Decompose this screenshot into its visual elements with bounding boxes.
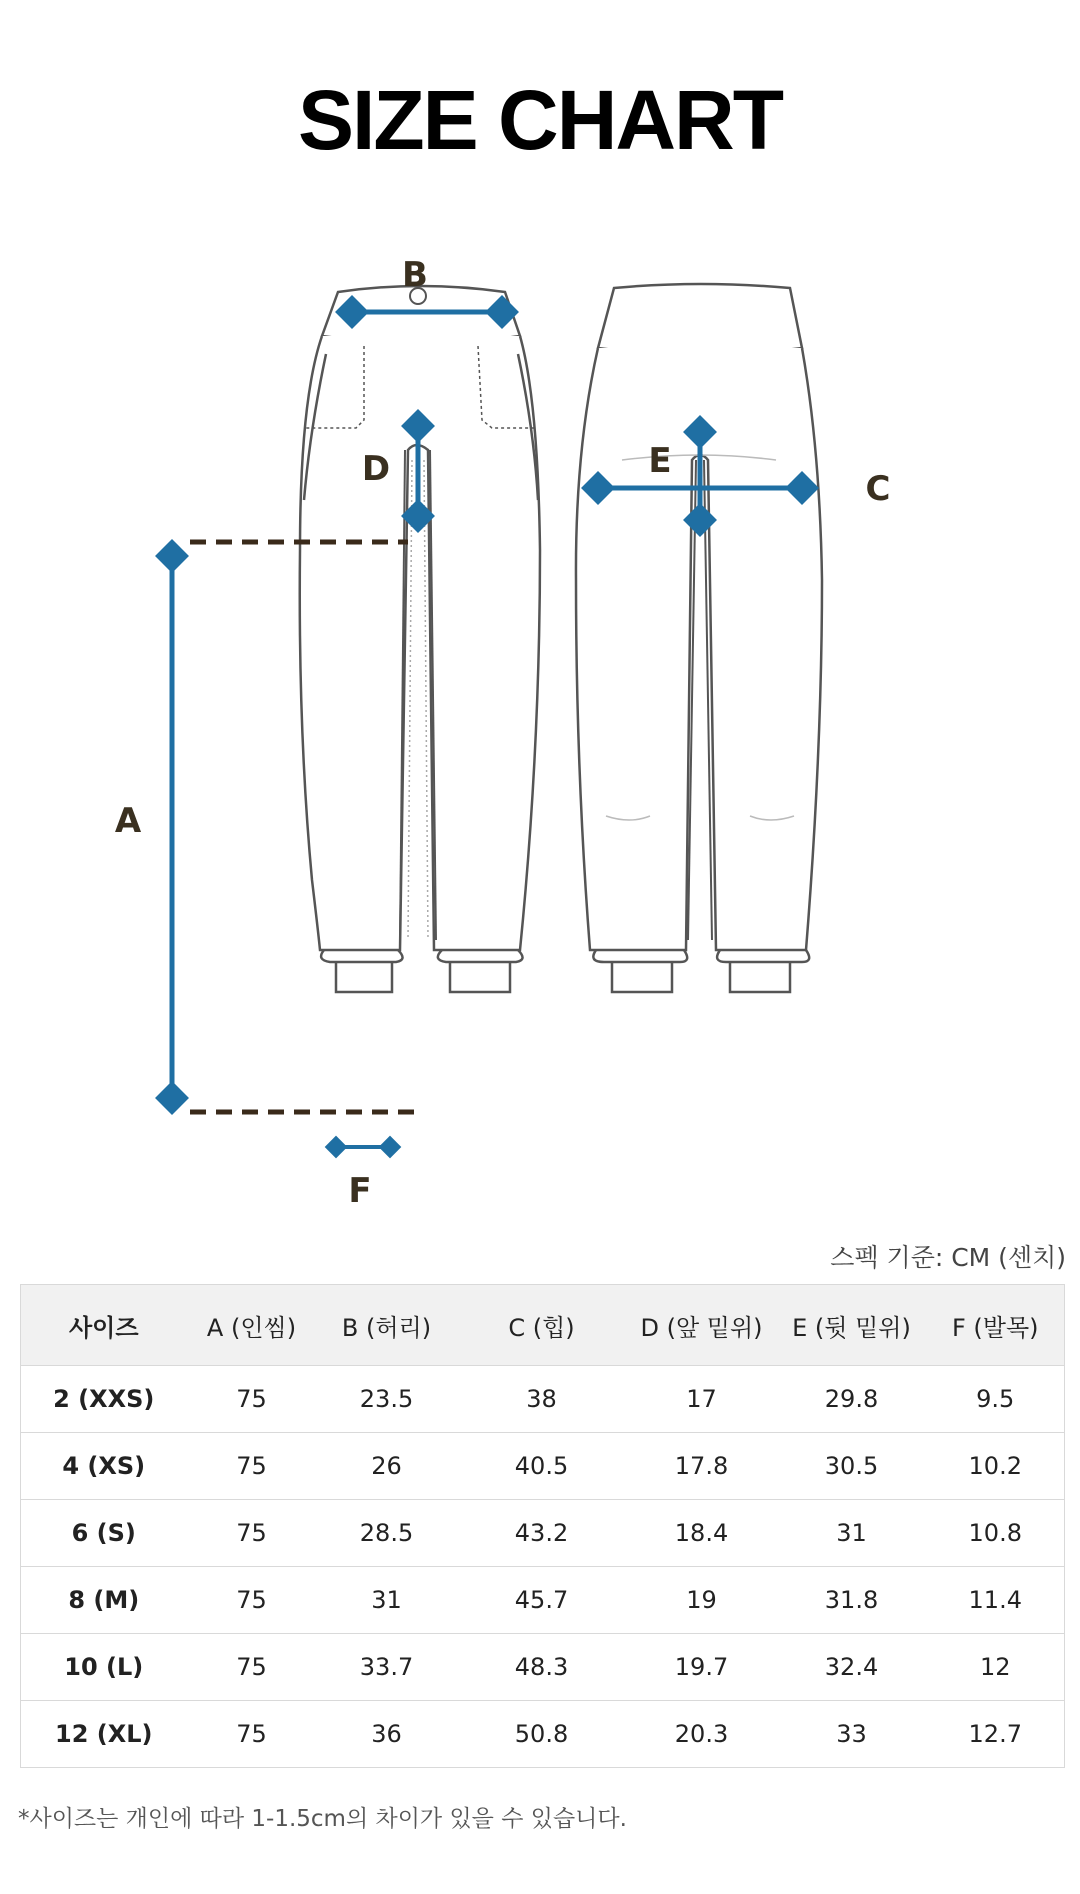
cell-a: 75 — [187, 1634, 317, 1701]
size-variance-footnote: *사이즈는 개인에 따라 1-1.5cm의 차이가 있을 수 있습니다. — [18, 1806, 627, 1832]
col-header-e: E (뒷 밑위) — [777, 1285, 927, 1366]
cell-d: 20.3 — [627, 1701, 777, 1768]
cell-a: 75 — [187, 1500, 317, 1567]
cell-size: 10 (L) — [21, 1634, 187, 1701]
col-header-f: F (발목) — [927, 1285, 1065, 1366]
col-header-size: 사이즈 — [21, 1285, 187, 1366]
pants-back-view — [576, 284, 822, 992]
cell-f: 12.7 — [927, 1701, 1065, 1768]
cell-f: 11.4 — [927, 1567, 1065, 1634]
table-row — [21, 1366, 1065, 1433]
label-f: F — [348, 1171, 372, 1211]
measure-f — [325, 1136, 402, 1211]
cell-e: 31 — [777, 1500, 927, 1567]
cell-b: 26 — [317, 1433, 457, 1500]
cell-c: 38 — [457, 1366, 627, 1433]
cell-d: 17.8 — [627, 1433, 777, 1500]
cell-f: 12 — [927, 1634, 1065, 1701]
spec-unit-note: 스펙 기준: CM (센치) — [830, 1243, 1066, 1272]
label-a: A — [114, 801, 142, 841]
table-row — [21, 1701, 1065, 1768]
cell-c: 48.3 — [457, 1634, 627, 1701]
cell-e: 33 — [777, 1701, 927, 1768]
col-header-d: D (앞 밑위) — [627, 1285, 777, 1366]
table-row — [21, 1567, 1065, 1634]
label-d: D — [361, 449, 391, 489]
cell-c: 40.5 — [457, 1433, 627, 1500]
label-c: C — [865, 469, 891, 509]
cell-f: 10.8 — [927, 1500, 1065, 1567]
cell-f: 10.2 — [927, 1433, 1065, 1500]
cell-size: 8 (M) — [21, 1567, 187, 1634]
cell-e: 30.5 — [777, 1433, 927, 1500]
pants-measurement-diagram — [0, 250, 1080, 1230]
cell-a: 75 — [187, 1366, 317, 1433]
cell-e: 31.8 — [777, 1567, 927, 1634]
cell-size: 2 (XXS) — [21, 1366, 187, 1433]
table-header-row — [21, 1285, 1065, 1366]
cell-b: 36 — [317, 1701, 457, 1768]
cell-size: 12 (XL) — [21, 1701, 187, 1768]
table-row — [21, 1433, 1065, 1500]
cell-d: 19.7 — [627, 1634, 777, 1701]
cell-c: 45.7 — [457, 1567, 627, 1634]
cell-d: 19 — [627, 1567, 777, 1634]
col-header-b: B (허리) — [317, 1285, 457, 1366]
cell-b: 28.5 — [317, 1500, 457, 1567]
label-e: E — [648, 441, 672, 481]
cell-b: 31 — [317, 1567, 457, 1634]
size-table — [20, 1284, 1065, 1768]
cell-c: 43.2 — [457, 1500, 627, 1567]
table-row — [21, 1500, 1065, 1567]
cell-c: 50.8 — [457, 1701, 627, 1768]
pants-front-view — [300, 286, 540, 992]
cell-d: 18.4 — [627, 1500, 777, 1567]
cell-a: 75 — [187, 1433, 317, 1500]
col-header-c: C (힙) — [457, 1285, 627, 1366]
cell-a: 75 — [187, 1701, 317, 1768]
cell-b: 33.7 — [317, 1634, 457, 1701]
page-title: SIZE CHART — [298, 73, 782, 167]
table-row — [21, 1634, 1065, 1701]
cell-b: 23.5 — [317, 1366, 457, 1433]
cell-f: 9.5 — [927, 1366, 1065, 1433]
col-header-a: A (인씸) — [187, 1285, 317, 1366]
cell-size: 4 (XS) — [21, 1433, 187, 1500]
cell-a: 75 — [187, 1567, 317, 1634]
cell-d: 17 — [627, 1366, 777, 1433]
cell-e: 32.4 — [777, 1634, 927, 1701]
cell-size: 6 (S) — [21, 1500, 187, 1567]
label-b: B — [402, 255, 428, 295]
cell-e: 29.8 — [777, 1366, 927, 1433]
